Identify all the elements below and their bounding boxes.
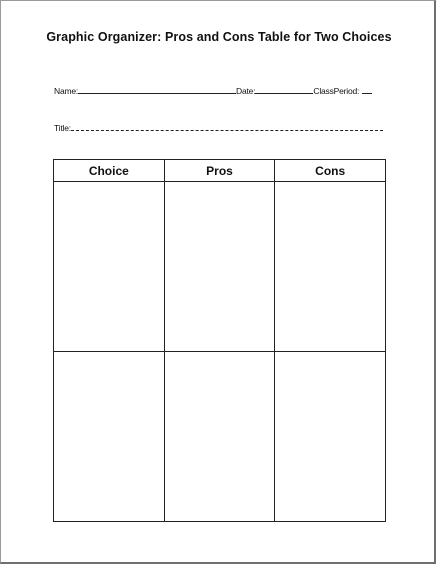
choice-2-cons-cell[interactable] — [275, 352, 386, 522]
choice-2-cell[interactable] — [54, 352, 165, 522]
table-header-row — [54, 160, 386, 182]
table-row — [54, 182, 386, 352]
title-field-row — [54, 122, 386, 133]
choice-2-pros-cell[interactable] — [164, 352, 275, 522]
header-pros: Pros — [164, 160, 275, 182]
title-label: Title: — [54, 123, 71, 133]
header-fields-row — [54, 85, 386, 96]
name-blank[interactable] — [78, 85, 236, 94]
name-label: Name: — [54, 86, 79, 96]
pros-cons-table — [53, 159, 386, 522]
header-choice: Choice — [54, 160, 165, 182]
choice-1-cell[interactable] — [54, 182, 165, 352]
worksheet-title: Graphic Organizer: Pros and Cons Table for Two Choices — [46, 30, 392, 44]
date-label: Date: — [236, 86, 256, 96]
choice-1-pros-cell[interactable] — [164, 182, 275, 352]
title-blank[interactable] — [71, 122, 383, 131]
header-cons: Cons — [275, 160, 386, 182]
class-period-blank[interactable] — [362, 85, 372, 94]
class-period-label: ClassPeriod: — [313, 86, 360, 96]
date-blank[interactable] — [255, 85, 313, 94]
table-row — [54, 352, 386, 522]
choice-1-cons-cell[interactable] — [275, 182, 386, 352]
